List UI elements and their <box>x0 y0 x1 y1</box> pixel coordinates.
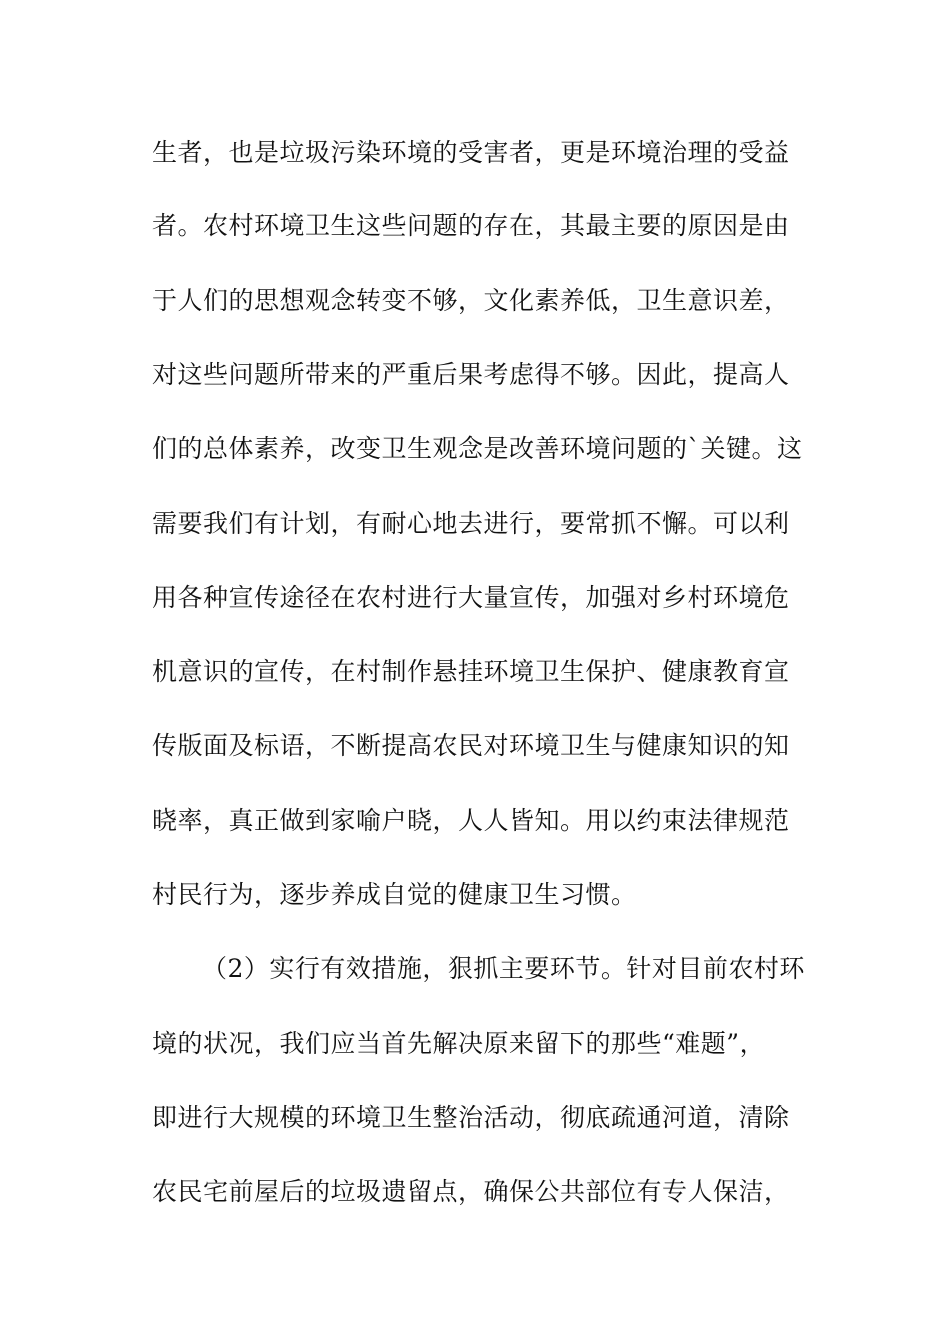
text-line: 农民宅前屋后的垃圾遗留点，确保公共部位有专人保洁， <box>152 1177 790 1206</box>
text-line: 晓率，真正做到家喻户晓，人人皆知。用以约束法律规范 <box>152 806 790 835</box>
text-line: 者。农村环境卫生这些问题的存在，其最主要的原因是由 <box>152 211 790 240</box>
text-line: 需要我们有计划，有耐心地去进行，要常抓不懈。可以利 <box>152 509 790 538</box>
text-line: 们的总体素养，改变卫生观念是改善环境问题的`关键。这 <box>152 434 803 463</box>
text-line: 对这些问题所带来的严重后果考虑得不够。因此，提高人 <box>152 360 790 389</box>
text-line: 生者，也是垃圾污染环境的受害者，更是环境治理的受益 <box>152 138 790 167</box>
text-line: 即进行大规模的环境卫生整治活动，彻底疏通河道，清除 <box>152 1103 790 1132</box>
text-line: 境的状况，我们应当首先解决原来留下的那些“难题”， <box>152 1029 766 1058</box>
text-line: 机意识的宣传，在村制作悬挂环境卫生保护、健康教育宣 <box>152 657 790 686</box>
text-line: 用各种宣传途径在农村进行大量宣传，加强对乡村环境危 <box>152 583 790 612</box>
text-line: 传版面及标语，不断提高农民对环境卫生与健康知识的知 <box>152 731 790 760</box>
paragraph-start-line: （2）实行有效措施，狠抓主要环节。针对目前农村环 <box>202 954 805 983</box>
text-line: 村民行为，逐步养成自觉的健康卫生习惯。 <box>152 880 637 909</box>
text-line: 于人们的思想观念转变不够，文化素养低，卫生意识差， <box>152 286 790 315</box>
